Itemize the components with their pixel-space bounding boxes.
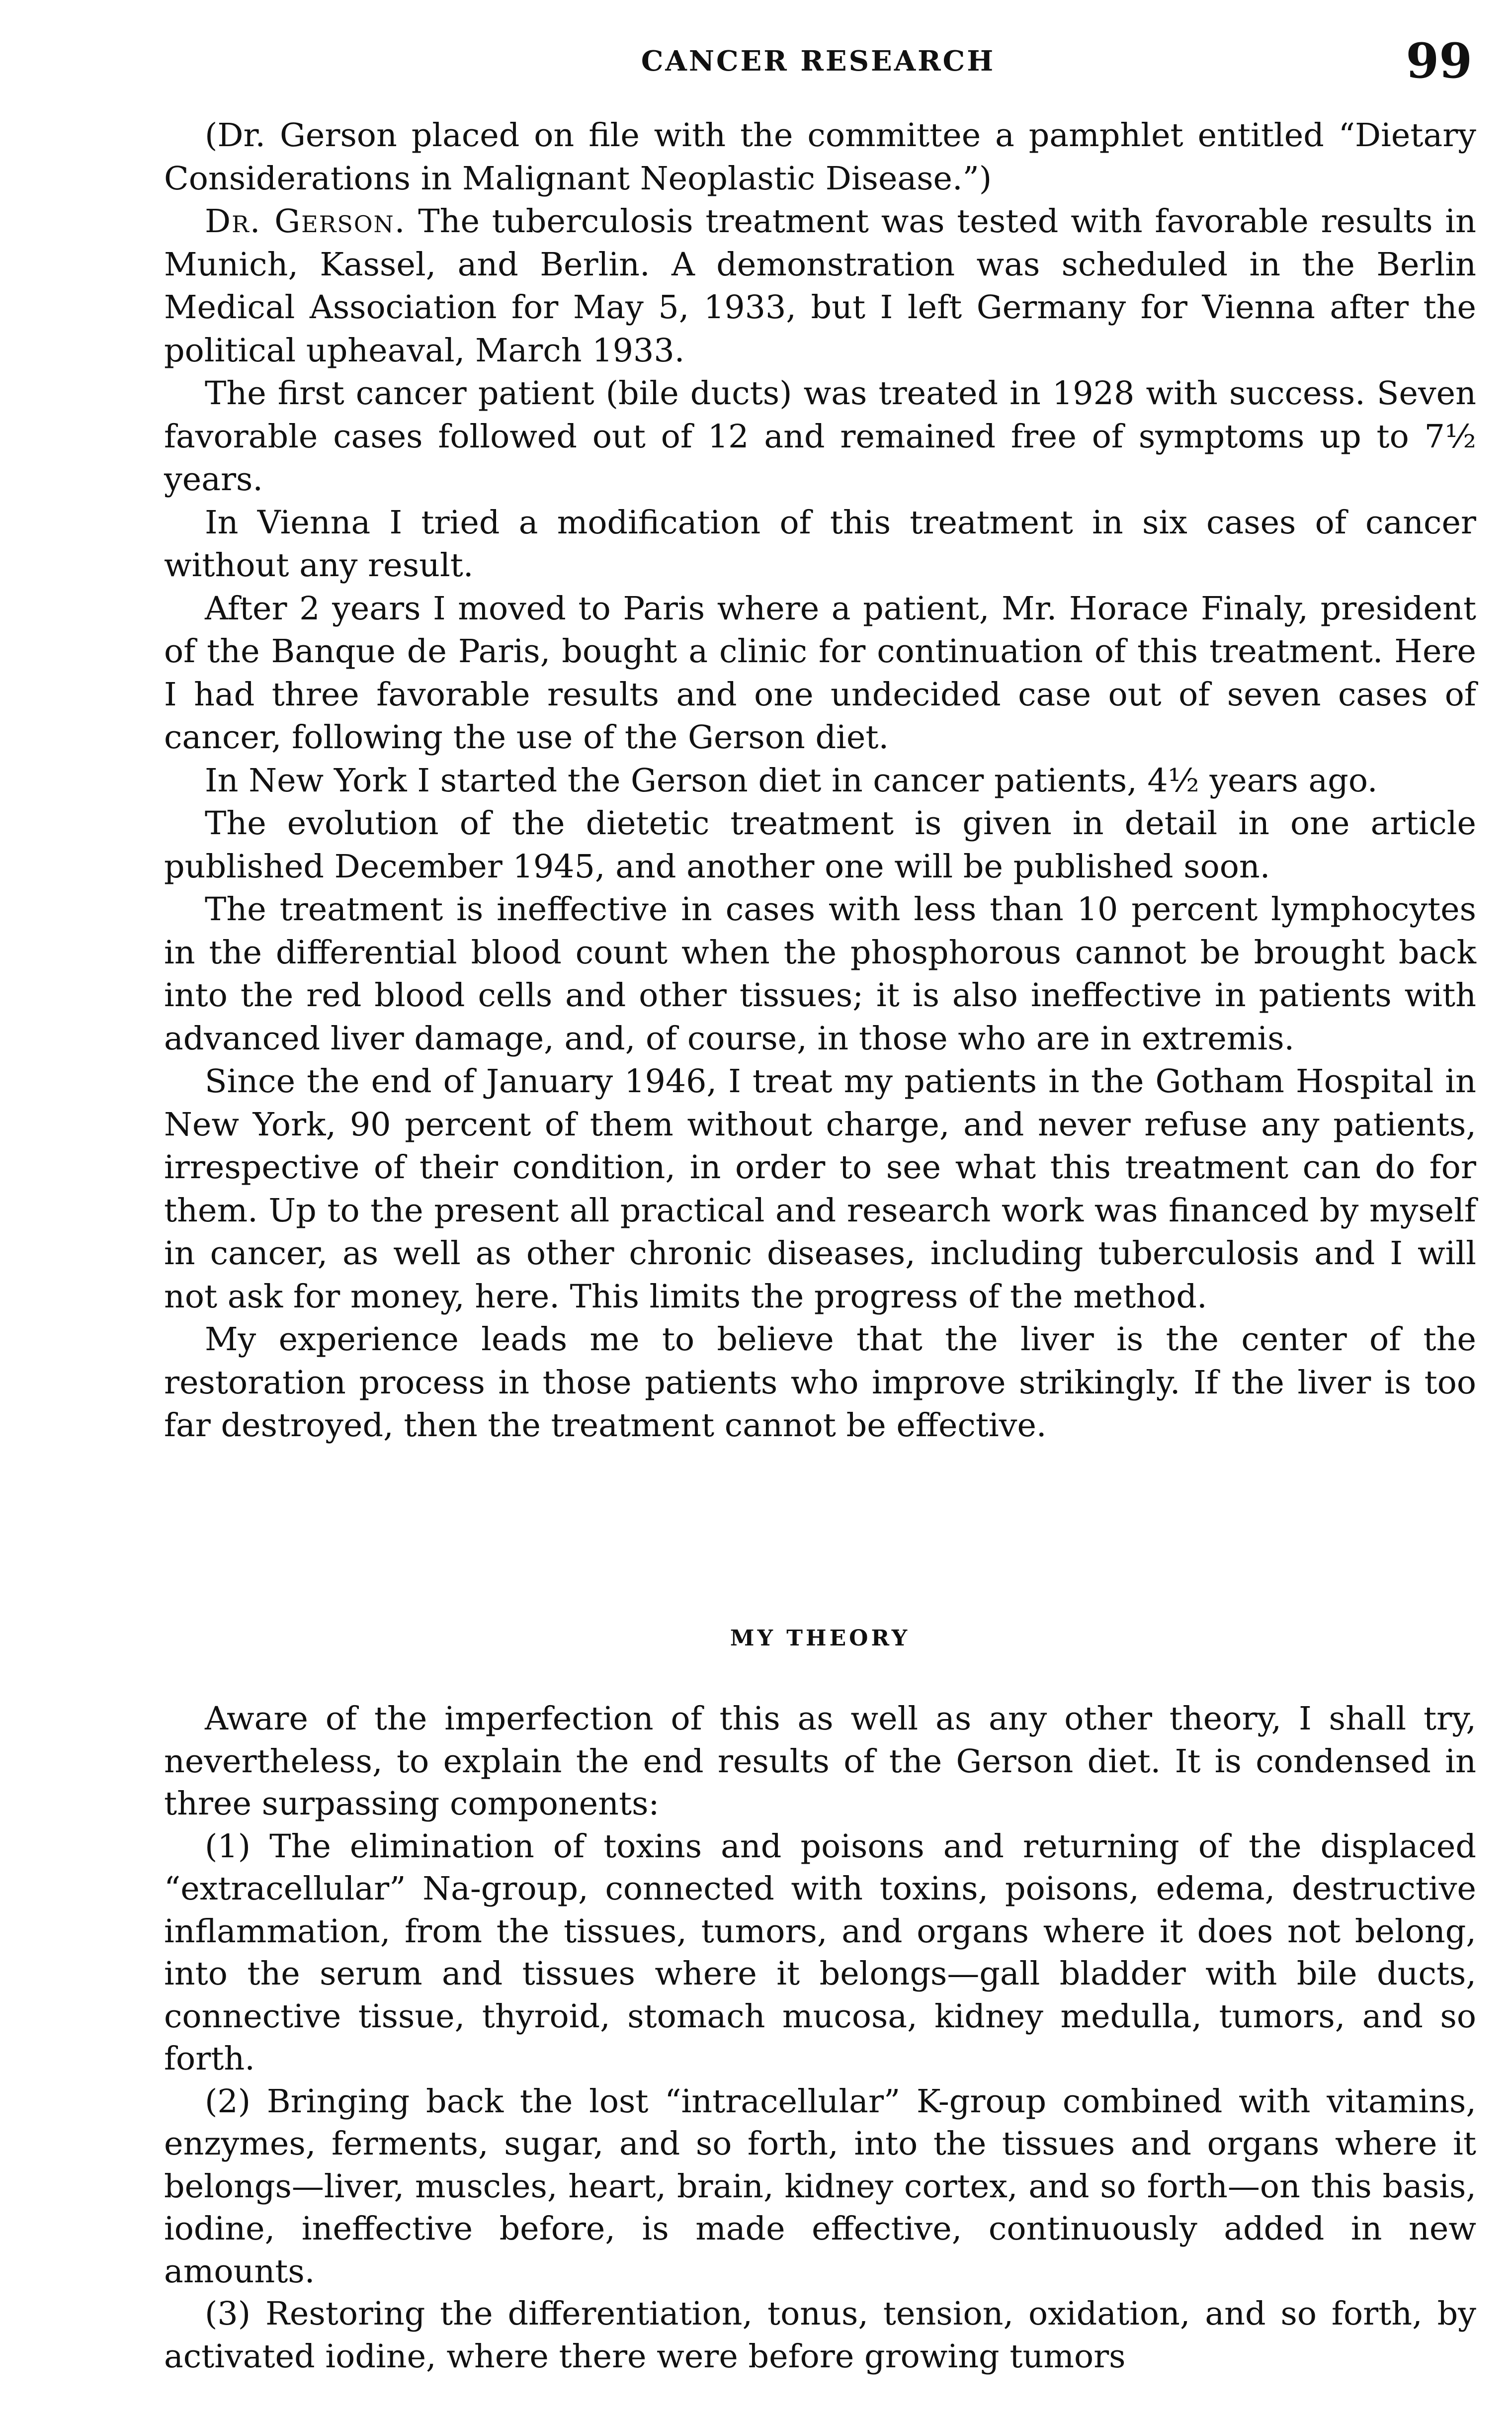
running-head xyxy=(164,33,1472,92)
paragraph-first-cancer-patient: The first cancer patient (bile ducts) was treated in 1928 with success. Seven favorable cases followed out of 12 and remained free of symptoms up to 7½ years. xyxy=(164,375,1476,498)
paragraph-component-1: (1) The elimination of toxins and poisons and returning of the displaced “extracellular” Na-group, connected with toxins, poisons, edema, destructive inflammation, from the tissues, tumors, and organs where it does not belong, into the serum and tissues where it belongs—gall bladder with bile ducts, connective tissue, thyroid, stomach mucosa, kidney medulla, tumors, and so forth. xyxy=(164,1827,1476,2077)
paragraph-vienna: In Vienna I tried a modification of this treatment in six cases of cancer without any result. xyxy=(164,504,1476,584)
paragraph-evolution: The evolution of the dietetic treatment is given in detail in one article published December 1945, and another one will be published soon. xyxy=(164,805,1476,885)
speaker-name: Dr. Gerson. xyxy=(205,203,406,240)
paragraph-paris: After 2 years I moved to Paris where a patient, Mr. Horace Finaly, president of the Banque de Paris, bought a clinic for continuation of this treatment. Here I had three favorable results and one undecided case out of seven cases of cancer, following the use of the Gerson diet. xyxy=(164,590,1476,756)
paragraph-gotham-hospital: Since the end of January 1946, I treat my patients in the Gotham Hospital in New York, 90 percent of them without charge, and never refuse any patients, irrespective of their condition, in order to see what this treatment can do for them. Up to the present all practical and research work was financed by myself in cancer, as well as other chronic diseases, including tuberculosis and I will not ask for money, here. This limits the progress of the method. xyxy=(164,1063,1476,1315)
body-text xyxy=(164,114,1476,1448)
paragraph-ineffective: The treatment is ineffective in cases with less than 10 percent lymphocytes in the differential blood count when the phosphorous cannot be brought back into the red blood cells and other tissues; it is also ineffective in patients with advanced liver damage, and, of course, in those who are in extremis. xyxy=(164,891,1476,1057)
running-title: CANCER RESEARCH xyxy=(641,45,996,78)
paragraph-text: The tuberculosis treatment was tested with favorable results in Munich, Kassel, and Berlin. A demonstration was scheduled in the Berlin Medical Association for May 5, 1933, but I left Germany for Vienna after the political upheaval, March 1933. xyxy=(164,203,1476,369)
paragraph-liver: My experience leads me to believe that the liver is the center of the restoration process in those patients who improve strikingly. If the liver is too far destroyed, then the treatment cannot be effective. xyxy=(164,1321,1476,1444)
paragraph-theory-intro: Aware of the imperfection of this as well as any other theory, I shall try, nevertheless, to explain the end results of the Gerson diet. It is condensed in three surpassing components: xyxy=(164,1700,1476,1822)
section-heading: MY THEORY xyxy=(730,1626,911,1651)
paragraph-component-2: (2) Bringing back the lost “intracellular” K-group combined with vitamins, enzymes, ferments, sugar, and so forth, into the tissues and organs where it belongs—liver, muscles, heart, brain, kidney cortex, and so forth—on this basis, iodine, ineffective before, is made effective, continuously added in new amounts. xyxy=(164,2082,1476,2290)
paragraph-new-york: In New York I started the Gerson diet in cancer patients, 4½ years ago. xyxy=(205,762,1378,799)
paragraph-component-3: (3) Restoring the differentiation, tonus, tension, oxidation, and so forth, by activated iodine, where there were before growing tumors xyxy=(164,2295,1476,2375)
theory-text xyxy=(164,1698,1476,2378)
page-number: 99 xyxy=(1406,33,1472,89)
paragraph-tuberculosis-treatment xyxy=(164,200,1476,372)
paragraph-pamphlet-note: (Dr. Gerson placed on file with the committee a pamphlet entitled “Dietary Considerations in Malignant Neoplastic Disease.”) xyxy=(164,117,1476,197)
